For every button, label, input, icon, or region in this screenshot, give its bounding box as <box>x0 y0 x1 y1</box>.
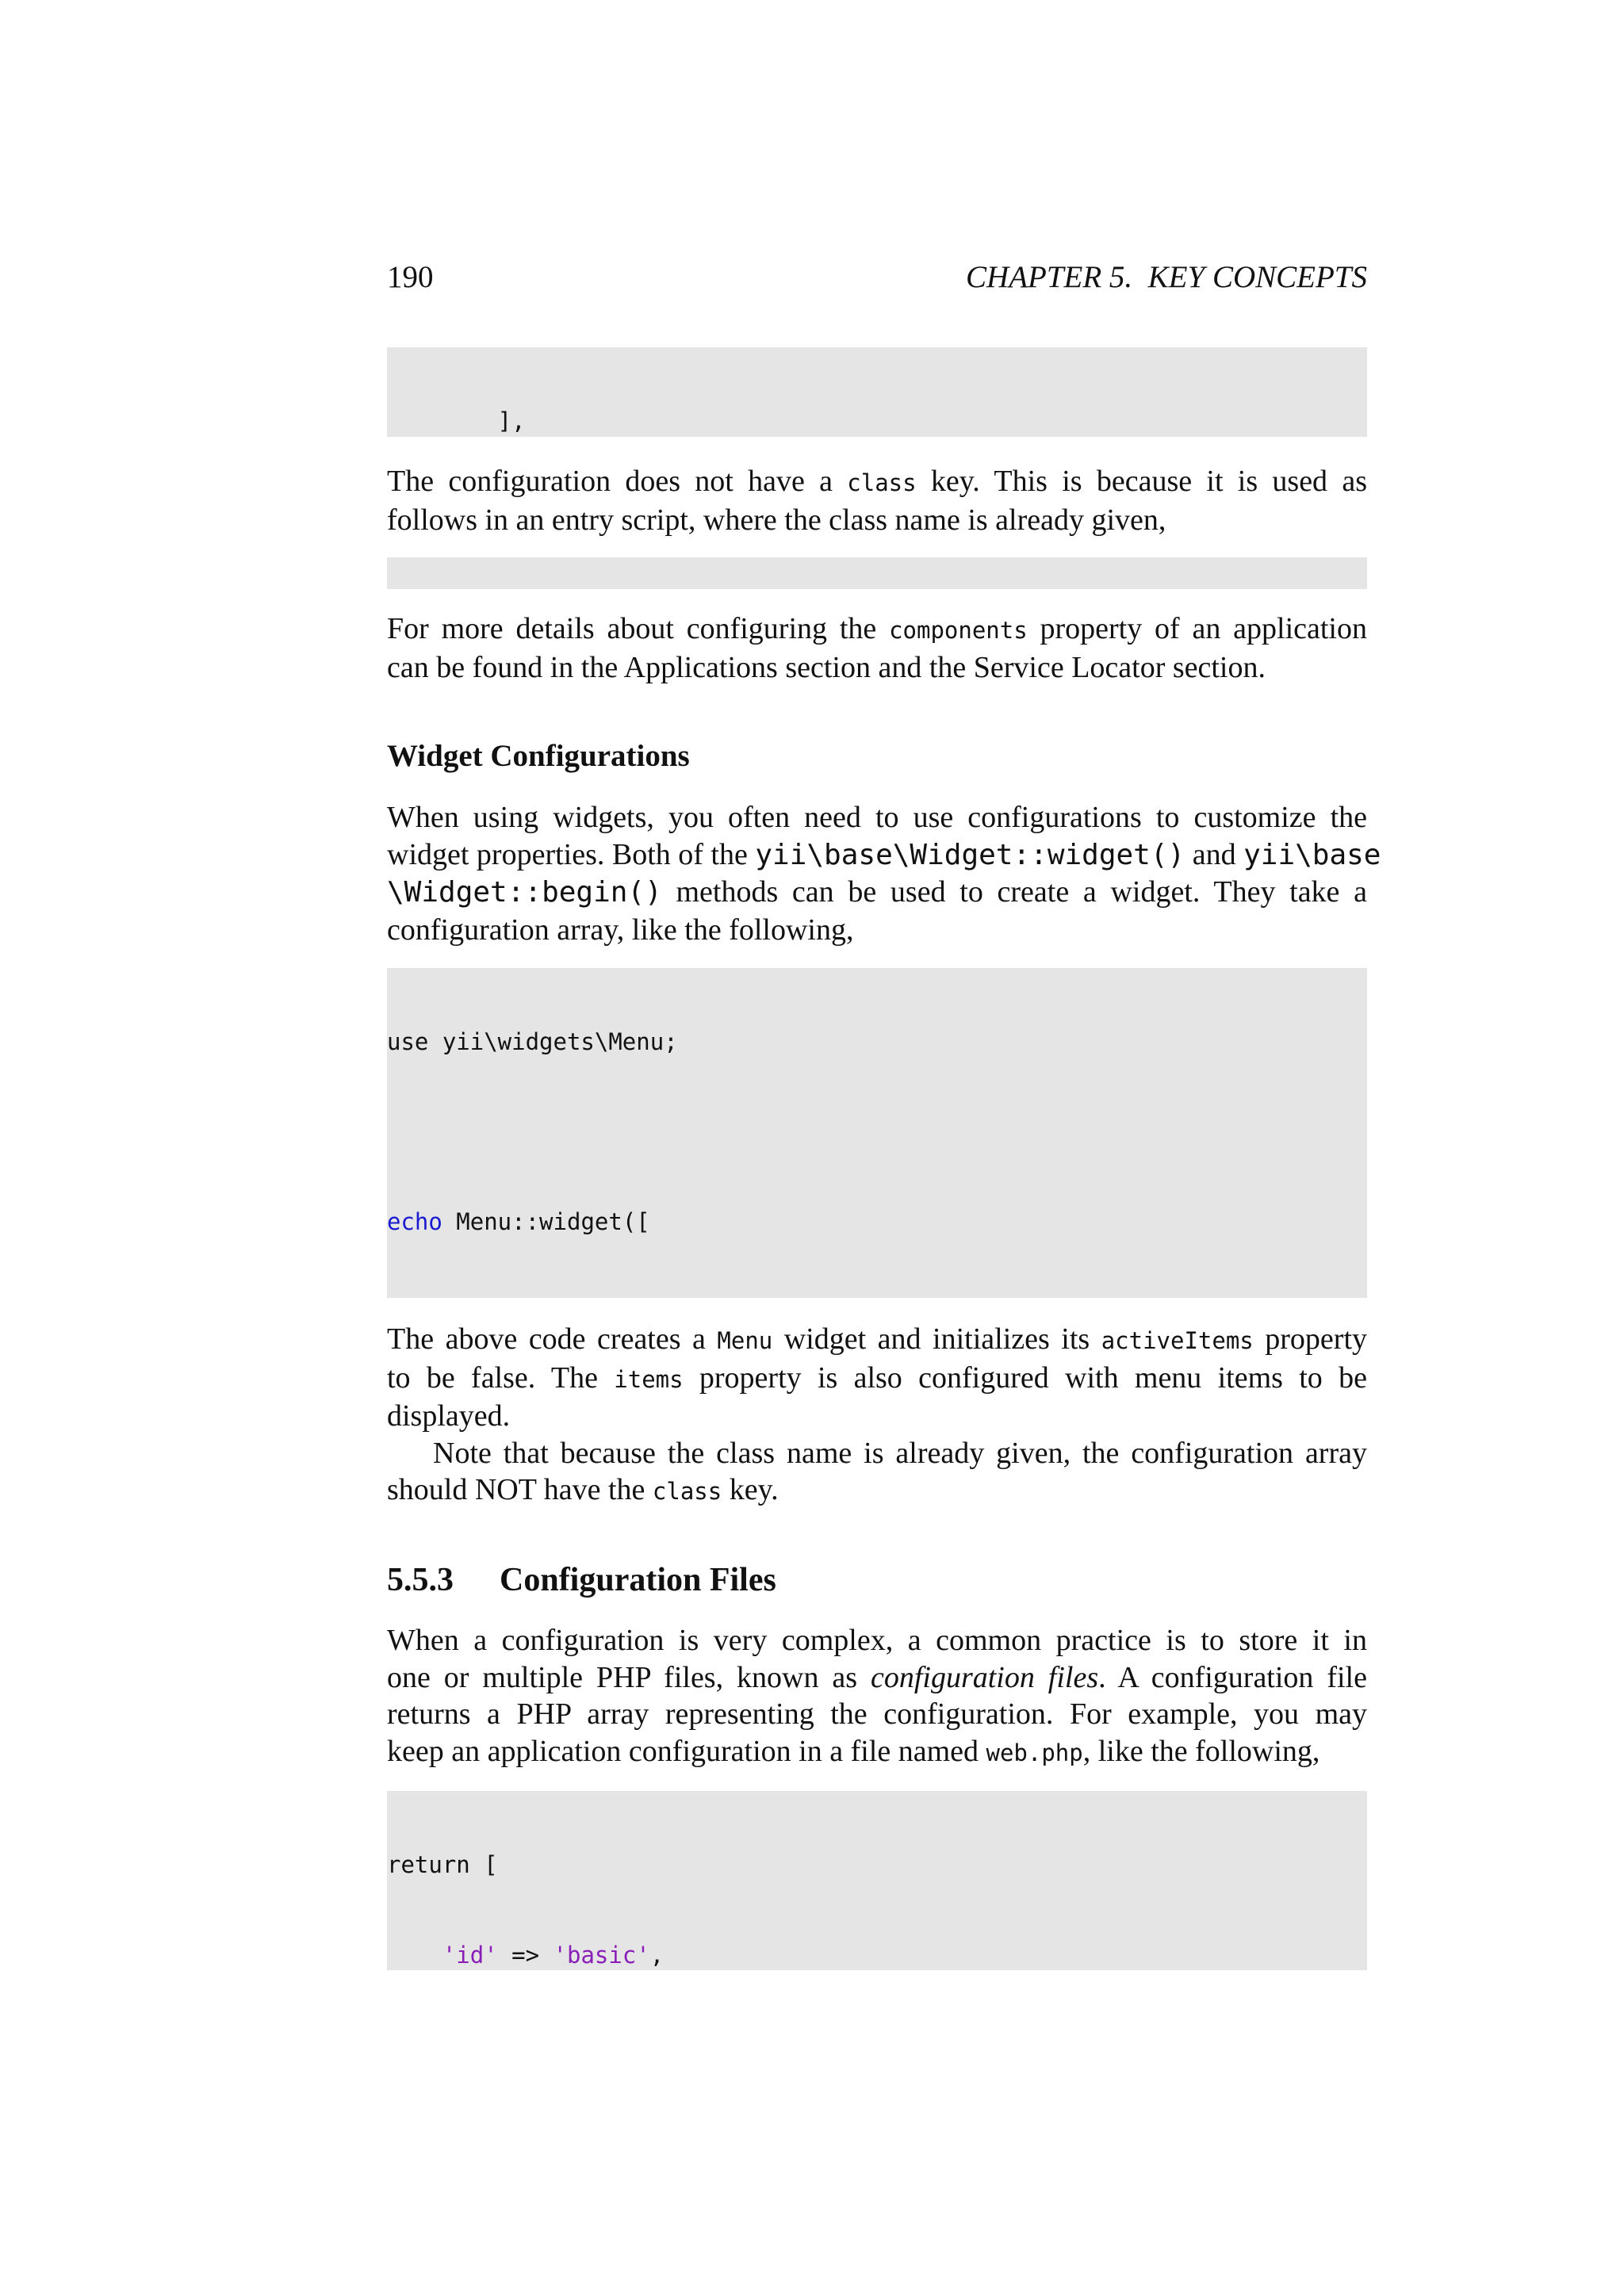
text-line: Note that because the class name is already given, the configuration array <box>433 1436 1367 1470</box>
code-line <box>387 1207 1367 1238</box>
text-line <box>387 610 1367 649</box>
text-line: returns a PHP array representing the configuration. For example, you may <box>387 1697 1367 1731</box>
code-string: 'id' <box>442 1941 498 1969</box>
text-span: one or multiple PHP files, known as <box>387 1660 871 1694</box>
text-span: key. This is because it is used as <box>916 465 1367 498</box>
code-keyword: echo <box>387 1207 442 1235</box>
text-line: configuration array, like the following, <box>387 913 854 947</box>
inline-code: yii\base <box>1243 838 1381 871</box>
text-line: displayed. <box>387 1399 511 1433</box>
running-header: CHAPTER 5. KEY CONCEPTS <box>966 260 1367 294</box>
text-span: The configuration does not have a <box>387 465 848 498</box>
code-block-menu-widget <box>387 968 1367 1298</box>
text-line: follows in an entry script, where the class name is already given, <box>387 503 1166 537</box>
text-line: When using widgets, you often need to use configurations to customize the <box>387 801 1367 834</box>
text-span: keep an application configuration in a file named <box>387 1734 986 1768</box>
text-line <box>387 1360 1367 1399</box>
code-line: use yii\widgets\Menu; <box>387 1028 678 1056</box>
text-span: property is also configured with menu items to be <box>683 1360 1367 1395</box>
inline-code: yii\base\Widget::widget() <box>755 838 1185 871</box>
text-span: to be false. The <box>387 1360 615 1395</box>
inline-code: items <box>614 1365 684 1393</box>
text-line <box>387 1733 1367 1772</box>
text-span: widget and initializes its <box>772 1322 1101 1356</box>
code-block-web-php <box>387 1791 1367 1970</box>
code-line: return [ <box>387 1851 498 1879</box>
text-span: methods can be used to create a widget. They take a <box>661 875 1367 909</box>
text-span: , like the following, <box>1082 1734 1320 1768</box>
text-span: property <box>1253 1322 1368 1356</box>
paragraph-configuration-files <box>387 1622 1367 1771</box>
text-line <box>387 1471 1367 1510</box>
text-span: . A configuration file <box>1098 1660 1367 1694</box>
text-span: The above code creates a <box>387 1322 718 1356</box>
inline-code: \Widget::begin() <box>387 876 662 909</box>
text-span: For more details about configuring the <box>387 612 890 645</box>
code-line: ], <box>387 408 526 435</box>
inline-code: Menu <box>717 1327 773 1354</box>
inline-code: components <box>889 617 1028 644</box>
italic-term: configuration files <box>870 1660 1099 1694</box>
code-string: 'basic' <box>553 1941 650 1969</box>
inline-code: activeItems <box>1101 1327 1254 1354</box>
code-text: Menu::widget([ <box>442 1207 650 1235</box>
text-line: When a configuration is very complex, a common practice is to store it in <box>387 1624 1367 1657</box>
text-span: should NOT have the <box>387 1473 653 1506</box>
code-block-array-end <box>387 347 1367 437</box>
subheading-widget-configurations: Widget Configurations <box>387 739 690 773</box>
text-line: can be found in the Applications section and the Service Locator section. <box>387 650 1266 684</box>
paragraph-class-key <box>387 463 1367 538</box>
inline-code: web.php <box>986 1739 1083 1766</box>
inline-code: class <box>652 1478 722 1505</box>
text-span: and <box>1185 837 1244 871</box>
text-line <box>387 1659 1367 1697</box>
text-line <box>387 874 1367 912</box>
text-span: key. <box>722 1473 779 1506</box>
code-line <box>387 1297 1367 1298</box>
text-line <box>387 836 1381 874</box>
section-heading <box>387 1560 776 1600</box>
text-line <box>387 1321 1367 1360</box>
text-span: property of an application <box>1027 612 1367 645</box>
text-span: widget properties. Both of the <box>387 837 756 871</box>
paragraph-menu-explanation <box>387 1321 1367 1510</box>
text-line <box>387 463 1367 502</box>
code-block-entry-script <box>387 557 1367 589</box>
section-number: 5.5.3 <box>387 1562 454 1598</box>
code-line: 'id' => 'basic', <box>442 1941 665 1969</box>
paragraph-components <box>387 610 1367 686</box>
inline-code: class <box>847 469 917 496</box>
page-number: 190 <box>387 260 434 294</box>
section-title: Configuration Files <box>500 1562 776 1598</box>
paragraph-widgets <box>387 799 1381 948</box>
code-line-blank <box>387 1118 1367 1148</box>
